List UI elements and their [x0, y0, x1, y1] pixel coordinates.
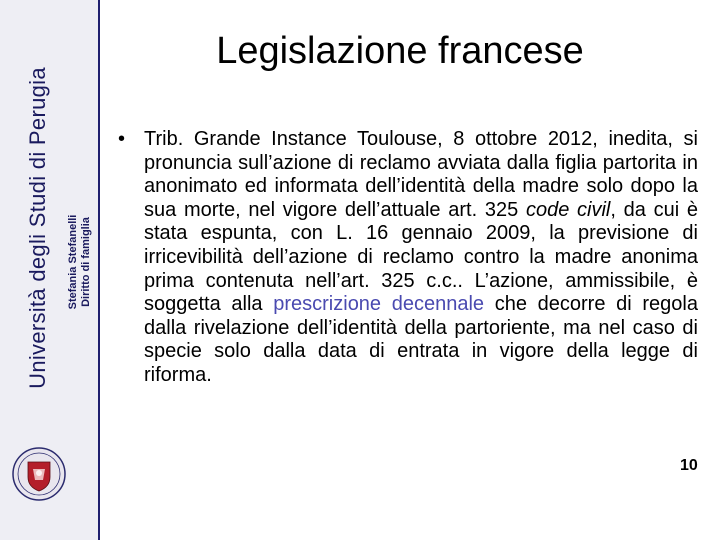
bullet-marker: • — [118, 128, 126, 150]
body-text-1: Trib. Grande Instance Toulouse, 8 ottobre 2012, inedita, si pronuncia sull’azione di reclamo avviata dalla figlia partorita in anonimato ed informata dell’identità della madre solo dopo la sua morte, nel vigore dell’attuale art. 325 — [144, 128, 698, 221]
author-block — [67, 215, 93, 310]
body-text-2: , da cui è stata espunta, con L. 16 gennaio 2009, la previsione di irricevibilità dell’azione di reclamo contro la madre anonima prima contenuta nell’art. 325 c.c.. L’azione, ammissibile, è soggetta alla — [144, 198, 698, 316]
course-name: Diritto di famiglia — [80, 217, 92, 307]
university-seal-icon — [12, 447, 66, 501]
slide-title: Legislazione francese — [216, 30, 584, 72]
slide-content — [118, 128, 698, 388]
bullet-text — [144, 128, 698, 388]
body-text-3: che decorre di regola dalla rivelazione dell’identità della partoriente, ma nel caso di specie solo dalla data di entrata in vigore della legge di riforma. — [144, 293, 698, 386]
bullet-item — [118, 128, 698, 388]
sidebar — [0, 0, 100, 540]
body-highlight-prescrizione: prescrizione decennale — [273, 293, 485, 316]
author-name: Stefania Stefanelli — [67, 214, 79, 310]
body-italic-code-civil: code civil — [525, 198, 611, 221]
university-name: Università degli Studi di Perugia — [25, 67, 50, 389]
page-number: 10 — [680, 457, 698, 474]
